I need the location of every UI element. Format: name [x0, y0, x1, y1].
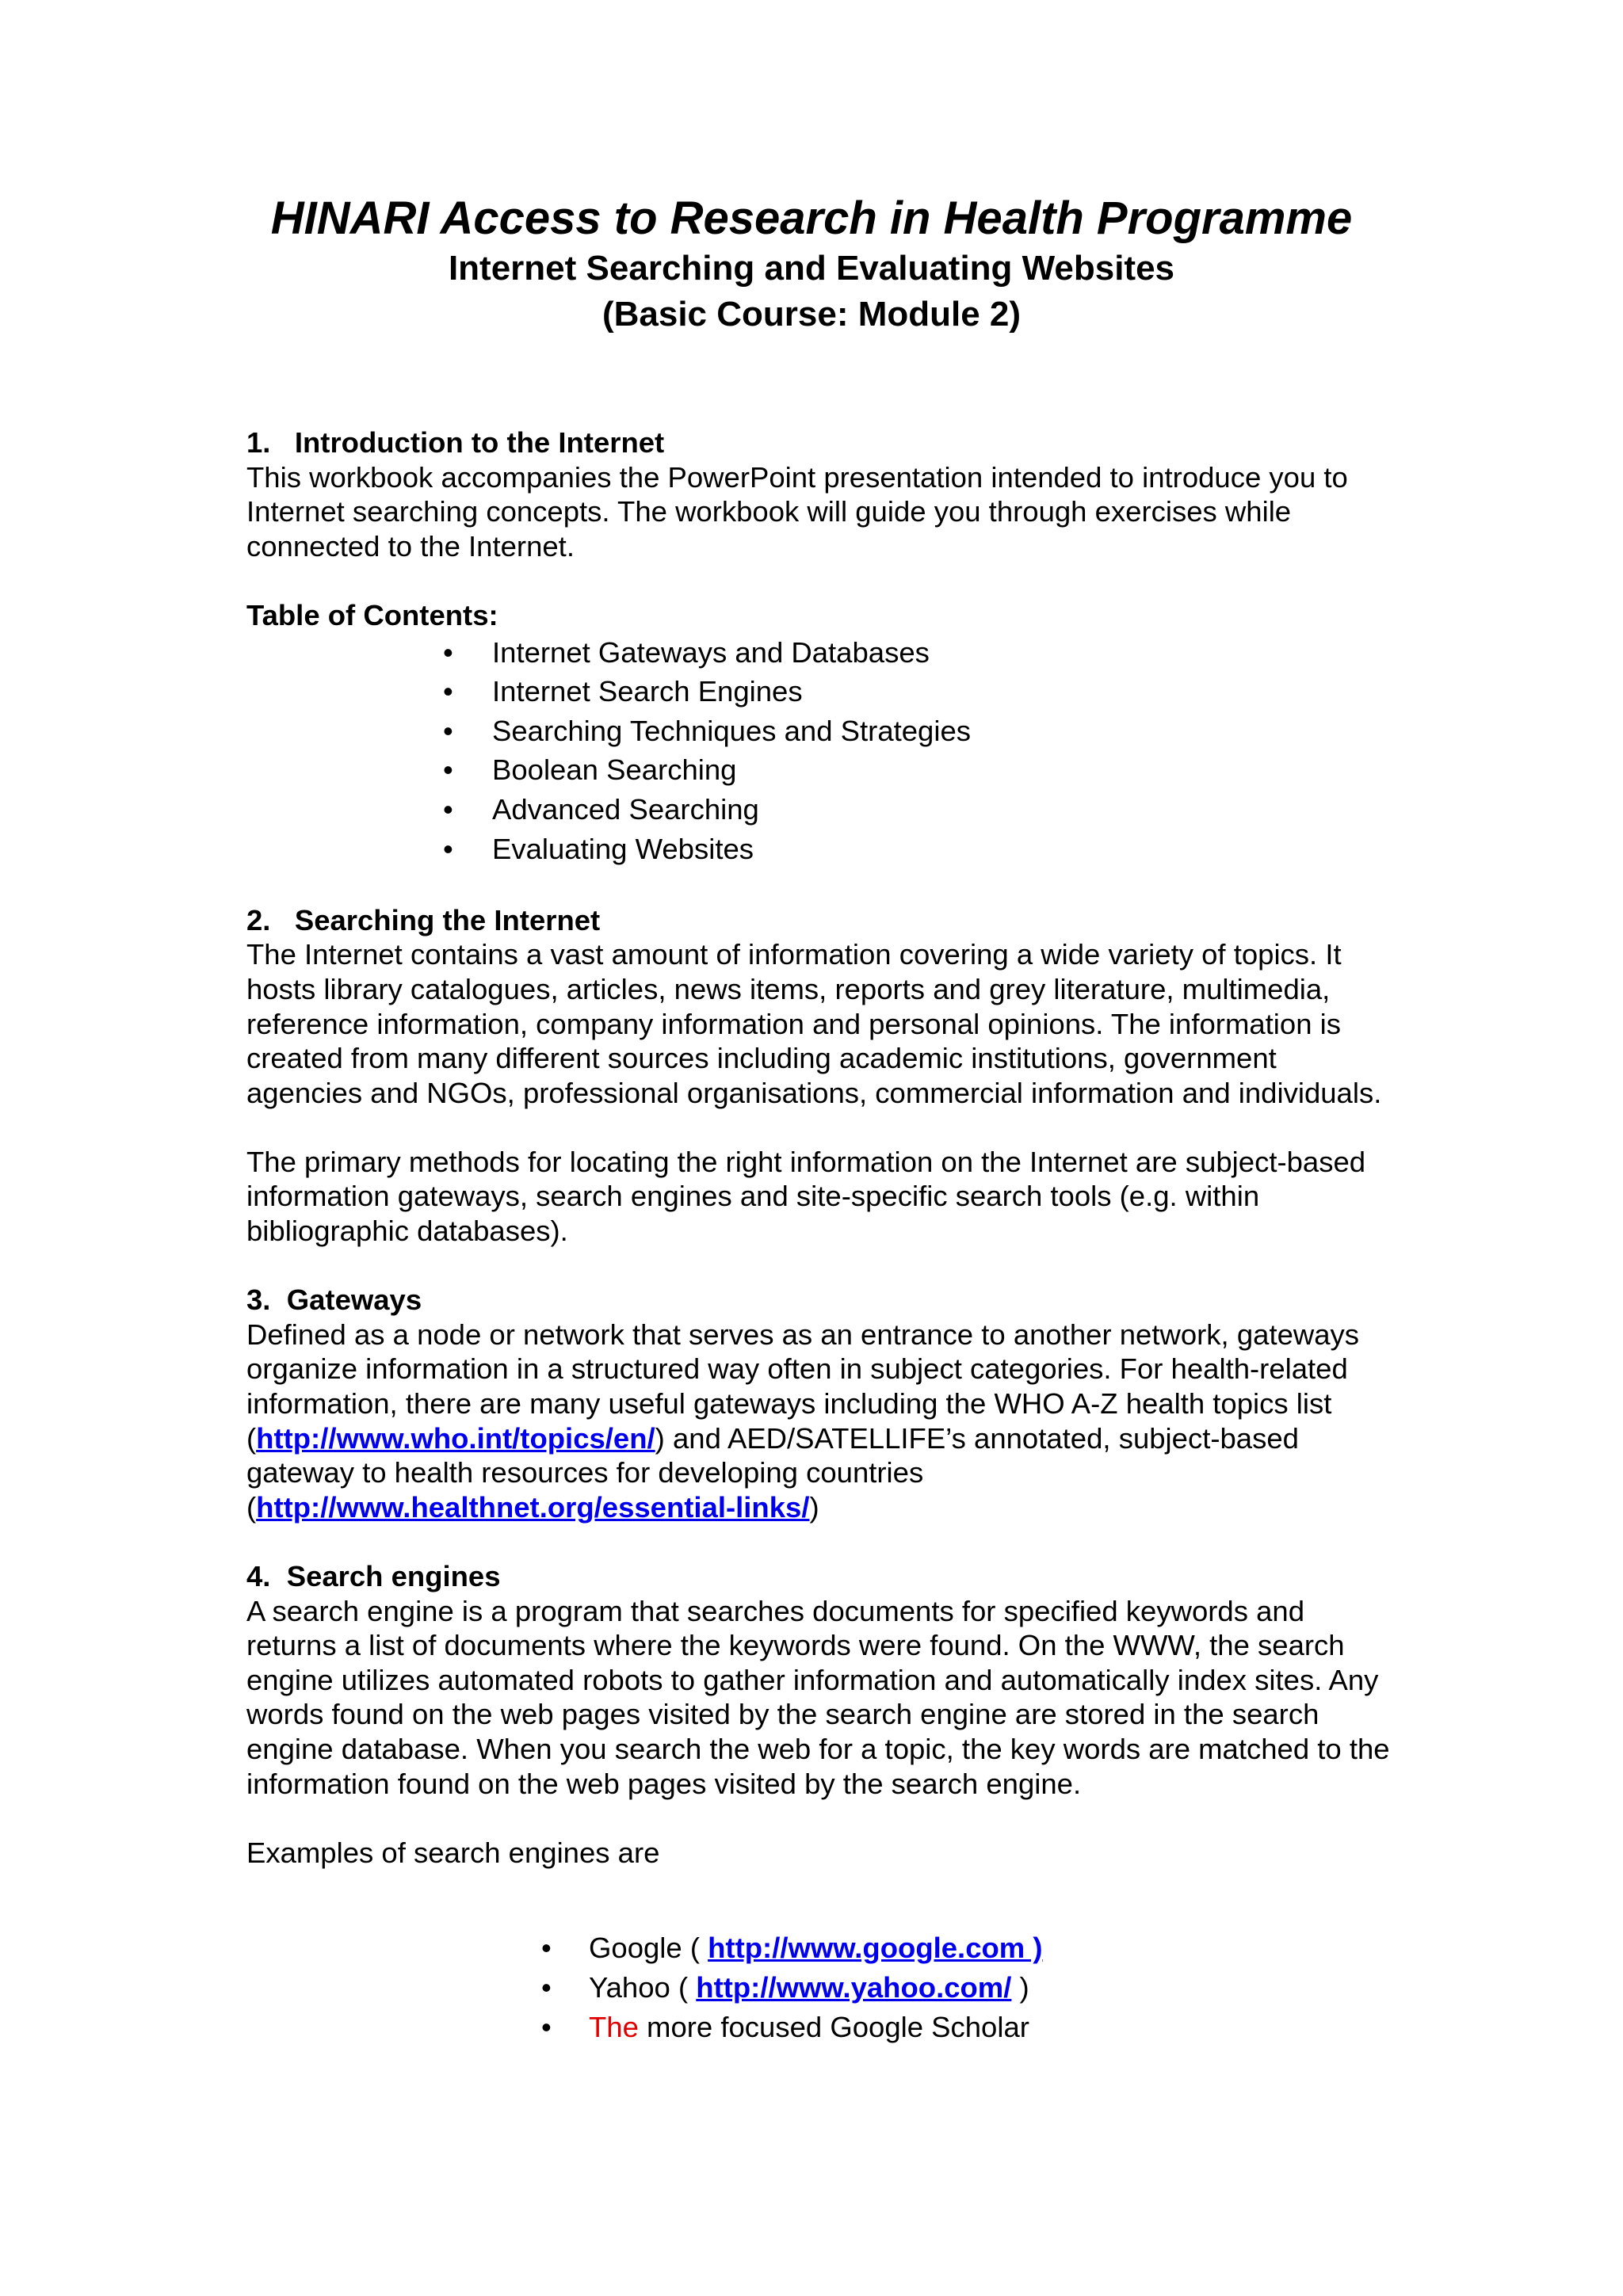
bullet-icon: •: [541, 1932, 552, 1965]
gateways-paragraph: Defined as a node or network that serves as an entrance to another network, gateways organize information in a structured way often in subject categories. For health-related information, there are many useful gateways including the WHO A-Z health topics list (http://www.who.int/topics/en/) and AED/SATELLIFE’s annotated, subject-based gateway to health resources for developing countries (http://www.healthnet.org/essential-links/): [246, 1318, 1360, 1524]
google-link[interactable]: http://www.google.com ): [708, 1932, 1043, 1965]
bullet-icon: •: [443, 714, 453, 747]
list-item: • Google ( http://www.google.com ): [541, 1928, 1396, 1968]
search-engine-list: [541, 1928, 1396, 2046]
intro-paragraph: This workbook accompanies the PowerPoint presentation intended to introduce you to Internet searching concepts. The workbook will guide you through exercises while connected to the Internet.: [246, 460, 1348, 563]
bullet-icon: •: [443, 675, 453, 708]
toc-heading: Table of Contents:: [246, 598, 498, 631]
toc-item: • Internet Gateways and Databases: [443, 633, 1396, 673]
bullet-icon: •: [443, 635, 453, 669]
bullet-icon: •: [541, 2010, 552, 2043]
bullet-icon: •: [541, 1970, 552, 2004]
bullet-icon: •: [443, 792, 453, 826]
section-heading-searching: 2. Searching the Internet: [246, 903, 601, 936]
document-title: HINARI Access to Research in Health Programme: [270, 193, 1353, 244]
searching-paragraph-2: The primary methods for locating the right information on the Internet are subject-based information gateways, search engines and site-specific search tools (e.g. within bibliographic databases).: [246, 1145, 1366, 1248]
toc-item: • Internet Search Engines: [443, 672, 1396, 711]
yahoo-link[interactable]: http://www.yahoo.com/: [696, 1970, 1012, 2004]
searching-paragraph-1: The Internet contains a vast amount of information covering a wide variety of topics. It hosts library catalogues, articles, news items, reports and grey literature, multimedia, reference information, company information and personal opinions. The information is created from many different sources including academic institutions, government agencies and NGOs, professional organisations, commercial information and individuals.: [246, 938, 1382, 1109]
healthnet-link[interactable]: http://www.healthnet.org/essential-links/: [256, 1490, 810, 1524]
document-body: [246, 425, 1396, 2046]
toc-item: • Boolean Searching: [443, 750, 1396, 790]
document-subtitle: Internet Searching and Evaluating Websites: [448, 249, 1175, 288]
module-label: (Basic Course: Module 2): [601, 295, 1022, 334]
who-topics-link[interactable]: http://www.who.int/topics/en/: [256, 1421, 655, 1455]
bullet-icon: •: [443, 832, 453, 865]
toc-item: • Evaluating Websites: [443, 830, 1396, 869]
toc-item: • Searching Techniques and Strategies: [443, 711, 1396, 751]
list-item: • Yahoo ( http://www.yahoo.com/ ): [541, 1968, 1396, 2008]
list-item: • The more focused Google Scholar: [541, 2008, 1396, 2047]
section-heading-introduction: 1. Introduction to the Internet: [246, 426, 665, 459]
section-heading-gateways: 3. Gateways: [246, 1283, 422, 1317]
examples-intro: Examples of search engines are: [246, 1836, 660, 1869]
search-engines-paragraph: A search engine is a program that searches documents for specified keywords and returns a list of documents where the keywords were found. On the WWW, the search engine utilizes automated robots to gather information and automatically index sites. Any words found on the web pages visited by the search engine are stored in the search engine database. When you search the web for a topic, the key words are matched to the information found on the web pages visited by the search engine.: [246, 1594, 1390, 1800]
section-heading-search-engines: 4. Search engines: [246, 1560, 501, 1592]
bullet-icon: •: [443, 753, 453, 787]
toc-list: [443, 633, 1396, 869]
toc-item: • Advanced Searching: [443, 790, 1396, 830]
